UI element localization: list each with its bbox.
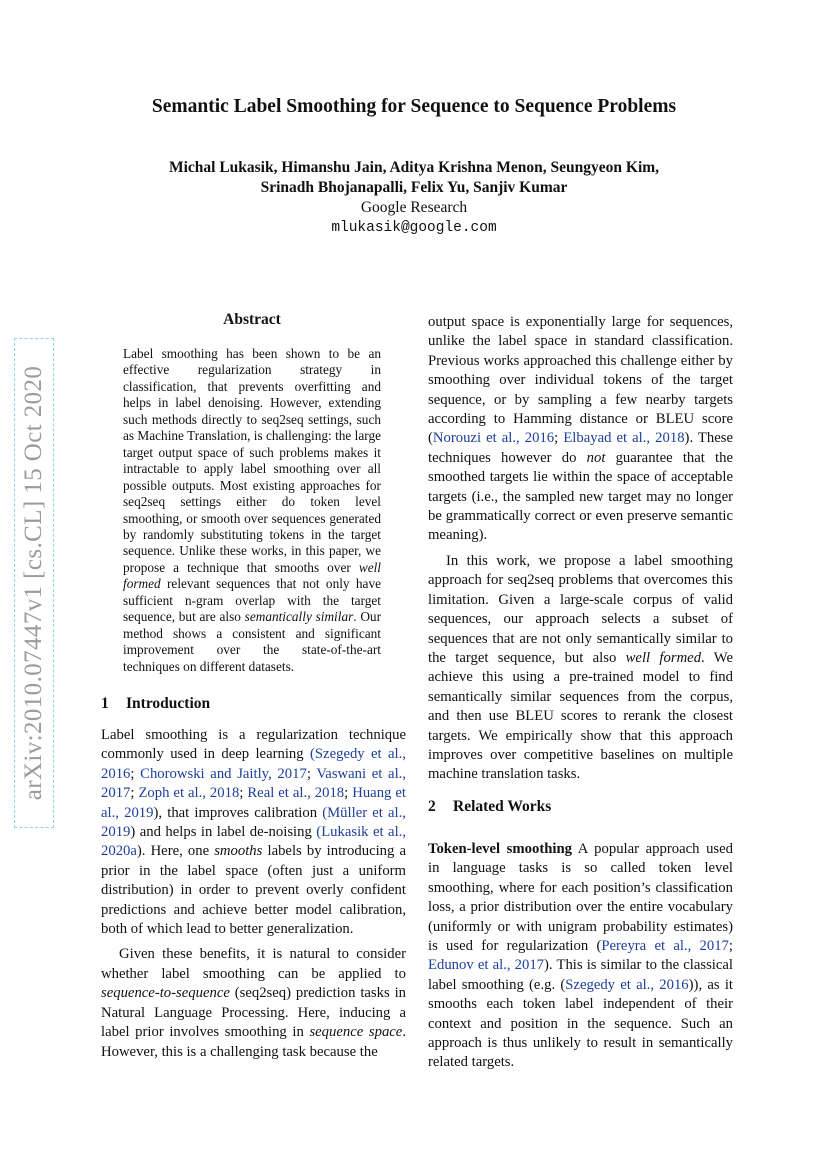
abstract-emphasis: semantically similar bbox=[244, 609, 354, 625]
citation-link[interactable]: Real et al., 2018 bbox=[247, 785, 345, 802]
body-text: Given these benefits, it is natural to consider whether label smoothing can be applied to bbox=[101, 946, 406, 982]
citation-link[interactable]: Szegedy et al., 2016 bbox=[565, 976, 689, 993]
emphasis: not bbox=[586, 449, 606, 466]
section-title: Introduction bbox=[126, 695, 211, 712]
body-text: ; bbox=[239, 785, 248, 802]
emphasis: sequence space bbox=[309, 1024, 403, 1041]
body-text: output space is exponentially large for sequences, unlike the label space in standard classification. Previous works approached this challenge either by smoothing over individual tokens of the target sequence, or by sampling a few nearby targets according to Hamming distance or BLEU score ( bbox=[428, 314, 733, 447]
section-number: 1 bbox=[101, 695, 109, 712]
paragraph bbox=[101, 726, 406, 939]
body-text: ) and helps in label de-noising bbox=[130, 824, 317, 841]
emphasis: sequence-to-sequence bbox=[101, 985, 230, 1002]
citation-link[interactable]: Huang et al., 2019 bbox=[101, 785, 406, 821]
section-number: 2 bbox=[428, 798, 436, 815]
right-column-intro-continued bbox=[428, 313, 733, 785]
citation-link[interactable]: Pereyra et al., 2017 bbox=[601, 938, 729, 955]
emphasis: smooths bbox=[214, 843, 263, 860]
body-text: ; bbox=[306, 765, 317, 782]
citation-link[interactable]: Zoph et al., 2018 bbox=[138, 785, 240, 802]
body-text: ; bbox=[728, 938, 733, 955]
introduction-body bbox=[101, 726, 406, 1062]
body-text: ), that improves calibration bbox=[153, 804, 323, 821]
body-text: ; bbox=[344, 785, 353, 802]
author-email: mlukasik@google.com bbox=[331, 220, 497, 236]
body-text: (seq2seq) prediction tasks in Natural Language Processing. Here, inducing a label prior involves smoothing in bbox=[101, 985, 406, 1041]
body-text: ). This is similar to the classical label smoothing (e.g. ( bbox=[428, 957, 733, 993]
abstract-body bbox=[123, 346, 381, 675]
related-works-body bbox=[428, 840, 733, 1073]
paragraph bbox=[101, 945, 406, 1061]
paragraph bbox=[428, 840, 733, 1073]
author-line: Srinadh Bhojanapalli, Felix Yu, Sanjiv Kumar bbox=[260, 179, 568, 196]
body-text: )), as it smooths each token label independent of their context and position in the sequence. Such an approach is thus unlikely to result in semantically related targets. bbox=[428, 976, 733, 1071]
section-title: Related Works bbox=[453, 798, 552, 815]
body-text: A popular approach used in language tasks is so called token level smoothing, where for each position’s classification loss, a prior distribution over the entire vocabulary (uniformly or with unigram probability estimates) is used for regularization ( bbox=[428, 841, 733, 955]
body-text: ). Here, one bbox=[136, 843, 215, 860]
citation-link[interactable]: (Müller et al., 2019 bbox=[101, 804, 406, 841]
arxiv-stamp-link-border[interactable] bbox=[14, 338, 54, 828]
body-text: ; bbox=[130, 765, 141, 782]
body-text: In this work, we propose a label smoothing approach for seq2seq problems that overcomes this limitation. Given a large-scale corpus of valid sequences, our approach selects a subset of sequences that are not only semantically similar to the target sequence, but also bbox=[428, 552, 733, 666]
citation-link[interactable]: (Lukasik et al., 2020a bbox=[101, 824, 406, 860]
paragraph-lead: Token-level smoothing bbox=[428, 841, 572, 857]
affiliation: Google Research bbox=[360, 199, 468, 216]
body-text: . We achieve this using a pre-trained model to find semantically similar sequences from the corpus, and then use BLEU scores to rerank the closest targets. We empirically show that this approach improves over competitive baselines on multiple machine translation tasks. bbox=[428, 649, 733, 783]
author-line: Michal Lukasik, Himanshu Jain, Aditya Krishna Menon, Seungyeon Kim, bbox=[168, 159, 660, 176]
body-text: ; bbox=[130, 785, 139, 802]
author-list bbox=[0, 158, 828, 198]
body-text: ). These techniques however do bbox=[428, 430, 733, 466]
abstract-text: relevant sequences that not only have sufficient n-gram overlap with the target sequence, but are also bbox=[123, 576, 381, 625]
body-text: guarantee that the smoothed targets lie within the space of acceptable targets (i.e., the sampled new target may no longer be grammatically correct or even preserve semantic meaning). bbox=[428, 449, 733, 544]
citation-link[interactable]: (Szegedy et al., 2016 bbox=[101, 746, 406, 782]
abstract-emphasis: well formed bbox=[123, 559, 381, 592]
body-text: . However, this is a challenging task because the bbox=[101, 1024, 406, 1060]
citation-link[interactable]: Edunov et al., 2017 bbox=[428, 957, 545, 974]
paper-title: Semantic Label Smoothing for Sequence to Sequence Problems bbox=[151, 96, 677, 117]
citation-link[interactable]: Chorowski and Jaitly, 2017 bbox=[140, 765, 307, 782]
citation-link[interactable]: Norouzi et al., 2016 bbox=[432, 430, 555, 447]
body-text: Label smoothing is a regularization technique commonly used in deep learning bbox=[101, 727, 406, 763]
arxiv-stamp-text: arXiv:2010.07447v1 [cs.CL] 15 Oct 2020 bbox=[20, 365, 47, 801]
section-heading-introduction bbox=[101, 695, 210, 713]
body-text: labels by introducing a prior in the label space (often just a uniform distribution) in order to prevent overly confident predictions and achieve better model calibration, both of which lead to better generalization. bbox=[101, 843, 406, 938]
paragraph bbox=[428, 313, 733, 546]
paragraph bbox=[428, 552, 733, 785]
citation-link[interactable]: Vaswani et al., 2017 bbox=[101, 765, 407, 802]
section-heading-related-works bbox=[428, 798, 551, 816]
body-text: ; bbox=[554, 430, 564, 447]
citation-link[interactable]: Elbayad et al., 2018 bbox=[563, 430, 685, 447]
abstract-heading: Abstract bbox=[223, 311, 281, 328]
emphasis: well formed bbox=[625, 649, 702, 666]
abstract-text: Label smoothing has been shown to be an effective regularization strategy in classification, that prevents overfitting and helps in label denoising. However, extending such methods directly to seq2seq settings, such as Machine Translation, is challenging: the large target output space of such problems makes it intractable to apply label smoothing over all possible outputs. Most existing approaches for seq2seq settings either do token level smoothing, or smooth over sequences generated by randomly substituting tokens in the target sequence. Unlike these works, in this paper, we propose a technique that smooths over bbox=[123, 346, 381, 575]
abstract-text: . Our method shows a consistent and significant improvement over the state-of-the-art techniques on different datasets. bbox=[123, 609, 382, 674]
